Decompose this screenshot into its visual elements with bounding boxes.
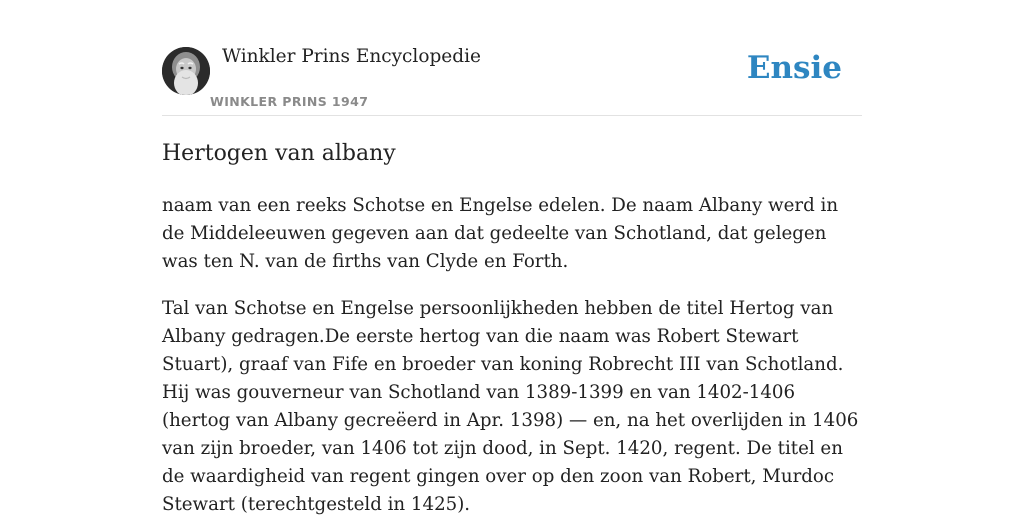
author-portrait-icon (162, 47, 210, 95)
article-title: Hertogen van albany (162, 141, 396, 166)
source-title[interactable]: Winkler Prins Encyclopedie (222, 46, 481, 67)
article-header (162, 0, 862, 116)
article-container (162, 0, 862, 515)
edition-label: WINKLER PRINS 1947 (210, 94, 369, 109)
article-paragraph: Tal van Schotse en Engelse persoonlijkheden hebben de titel Hertog van Albany gedragen.De eerste hertog van die naam was Robert Stewart Stuart), graaf van Fife en broeder van koning Robrecht III van Schotland. Hij was gouverneur van Schotland van 1389-1399 en van 1402-1406 (hertog van Albany gecreëerd in Apr. 1398) — en, na het overlijden in 1406 van zijn broeder, van 1406 tot zijn dood, in Sept. 1420, regent. De titel en de waardigheid van regent gingen over op den zoon van Robert, Murdoc Stewart (terechtgesteld in 1425). (162, 298, 859, 515)
article-paragraph: naam van een reeks Schotse en Engelse edelen. De naam Albany werd in de Middeleeuwen gegeven aan dat gedeelte van Schotland, dat gelegen was ten N. van de firths van Clyde en Forth. (162, 195, 839, 272)
avatar[interactable] (162, 47, 210, 95)
brand-logo[interactable]: Ensie (746, 50, 842, 86)
